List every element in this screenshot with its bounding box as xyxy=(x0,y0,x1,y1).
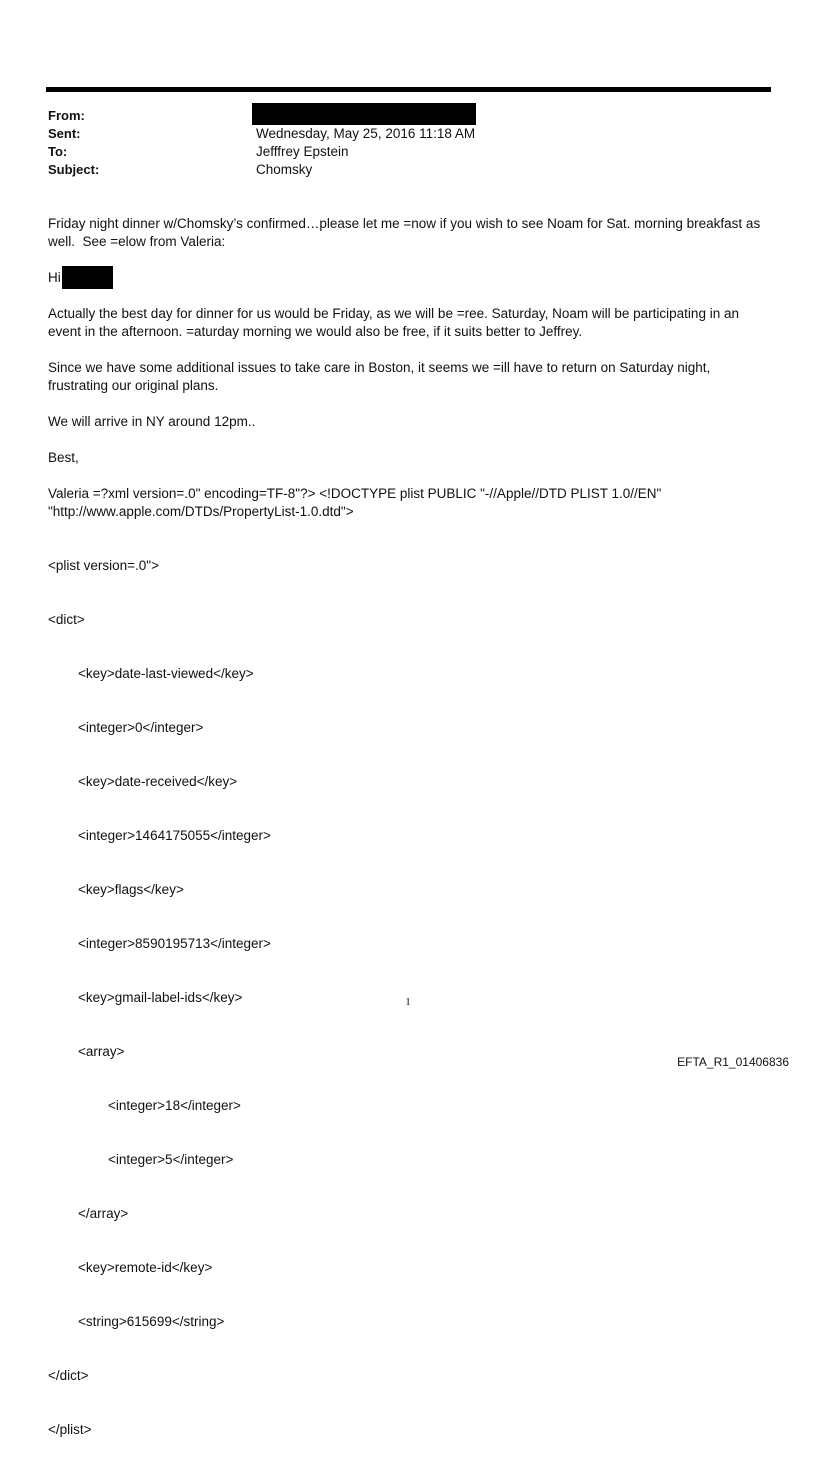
intro-paragraph: Friday night dinner w/Chomsky’s confirmed…please let me =now if you wish to see Noam for Sat. morning breakfast as well. See =elow from Valeria: xyxy=(48,216,764,249)
plist-line: <string>615699</string> xyxy=(48,1314,225,1329)
header-rule xyxy=(46,87,771,92)
plist-line: <key>gmail-label-ids</key> xyxy=(48,990,243,1005)
arrival-paragraph: We will arrive in NY around 12pm.. xyxy=(48,414,256,429)
availability-paragraph: Actually the best day for dinner for us would be Friday, as we will be =ree. Saturday, Noam will be participating in an event in the afternoon. =aturday morning we would also be free, if it suits better to Jeffrey. xyxy=(48,306,743,339)
plist-line: <key>remote-id</key> xyxy=(48,1260,213,1275)
boston-paragraph: Since we have some additional issues to take care in Boston, it seems we =ill have to return on Saturday night, frustrating our original plans. xyxy=(48,360,715,393)
plist-line: </plist> xyxy=(48,1422,92,1437)
plist-line: <integer>0</integer> xyxy=(48,720,204,735)
plist-block xyxy=(48,521,271,1457)
to-label: To: xyxy=(48,144,68,159)
page-number: 1 xyxy=(405,996,411,1008)
bates-number: EFTA_R1_01406836 xyxy=(677,1055,789,1069)
plist-line: <integer>5</integer> xyxy=(48,1152,234,1167)
plist-line: </dict> xyxy=(48,1368,89,1383)
sent-value: Wednesday, May 25, 2016 11:18 AM xyxy=(256,126,476,141)
recipient-redaction xyxy=(62,266,113,289)
greeting: Hi xyxy=(48,270,61,285)
to-value: Jefffrey Epstein xyxy=(256,144,349,159)
closing: Best, xyxy=(48,450,79,465)
sent-label: Sent: xyxy=(48,126,81,141)
plist-line: <key>date-last-viewed</key> xyxy=(48,666,254,681)
plist-line: <dict> xyxy=(48,612,85,627)
plist-line: <array> xyxy=(48,1044,125,1059)
plist-line: </array> xyxy=(48,1206,129,1221)
plist-line: <integer>1464175055</integer> xyxy=(48,828,271,843)
signature-line: Valeria =?xml version=.0" encoding=TF-8"?> <!DOCTYPE plist PUBLIC "-//Apple//DTD PLIST 1.0//EN" xyxy=(48,486,662,501)
plist-line: <plist version=.0"> xyxy=(48,558,159,573)
from-redaction xyxy=(252,103,476,125)
plist-line: <key>date-received</key> xyxy=(48,774,238,789)
dtd-url-line: "http://www.apple.com/DTDs/PropertyList-1.0.dtd"> xyxy=(48,504,354,519)
plist-line: <integer>18</integer> xyxy=(48,1098,241,1113)
subject-value: Chomsky xyxy=(256,162,313,177)
subject-label: Subject: xyxy=(48,162,100,177)
from-label: From: xyxy=(48,108,85,123)
plist-line: <integer>8590195713</integer> xyxy=(48,936,271,951)
plist-line: <key>flags</key> xyxy=(48,882,184,897)
